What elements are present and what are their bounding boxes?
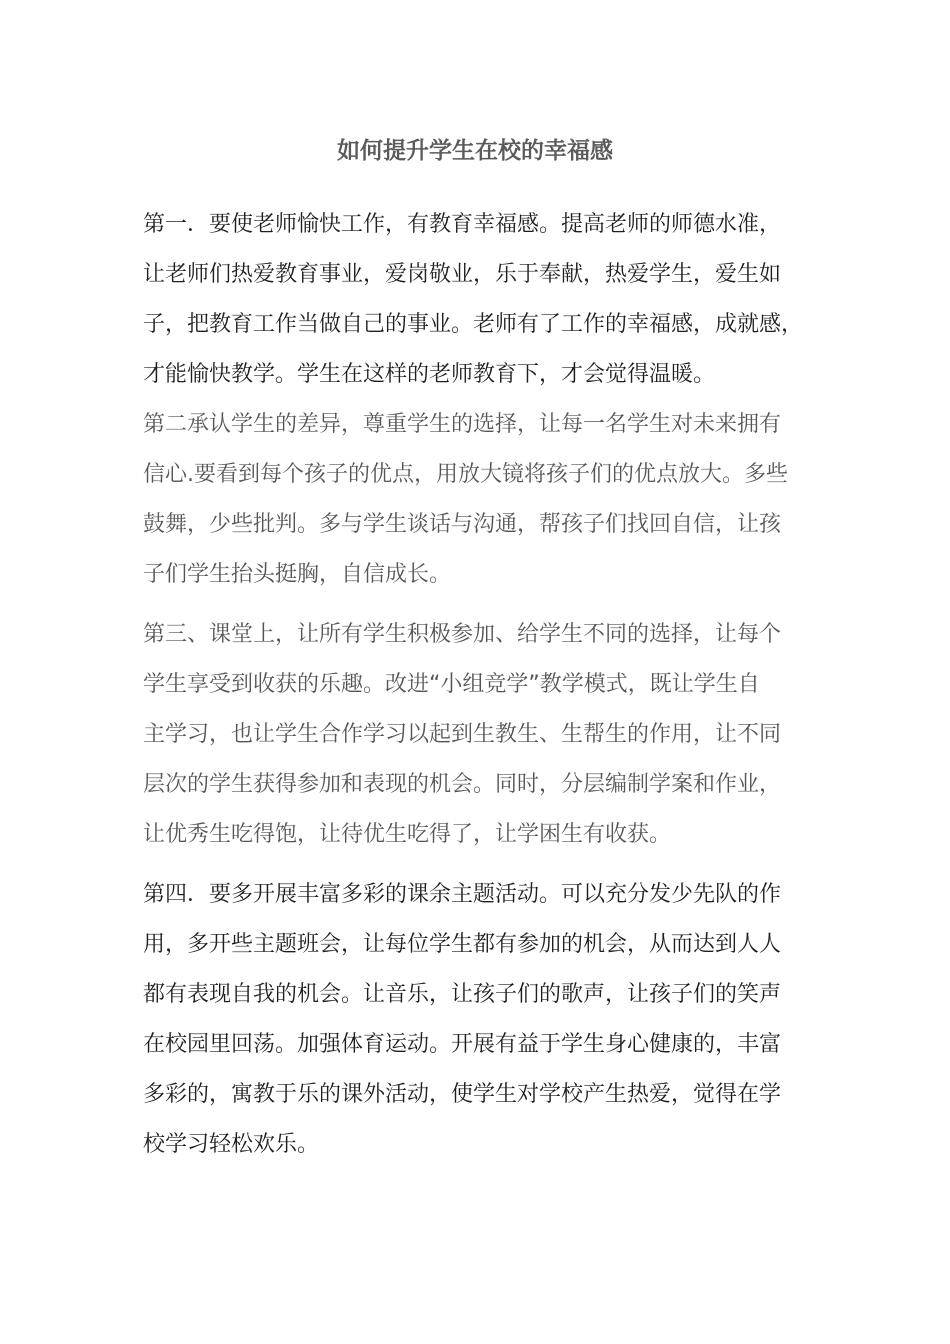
paragraph-line: 鼓舞，少些批判。多与学生谈话与沟通，帮孩子们找回自信，让孩 [143,512,782,537]
paragraph-line: 用，多开些主题班会，让每位学生都有参加的机会，从而达到人人 [143,932,782,957]
paragraph-line: 才能愉快教学。学生在这样的老师教育下，才会觉得温暖。 [143,362,716,387]
paragraph-line: 子，把教育工作当做自己的事业。老师有了工作的幸福感，成就感， [143,312,804,337]
paragraph-line: 第一．要使老师愉快工作，有教育幸福感。提高老师的师德水准， [143,212,782,237]
document-title: 如何提升学生在校的幸福感 [337,138,613,164]
paragraph-1 [143,200,808,400]
paragraph-line: 让优秀生吃得饱，让待优生吃得了，让学困生有收获。 [143,822,672,847]
paragraph-line: 层次的学生获得参加和表现的机会。同时，分层编制学案和作业， [143,772,782,797]
paragraph-line: 主学习，也让学生合作学习以起到生教生、生帮生的作用，让不同 [143,722,782,747]
paragraph-3 [143,610,808,860]
paragraph-line: 让老师们热爱教育事业，爱岗敬业，乐于奉献，热爱学生，爱生如 [143,262,782,287]
paragraph-4 [143,870,808,1170]
paragraph-line: 都有表现自我的机会。让音乐，让孩子们的歌声，让孩子们的笑声 [143,982,782,1007]
paragraph-line: 信心.要看到每个孩子的优点，用放大镜将孩子们的优点放大。多些 [143,462,788,487]
paragraph-2 [143,400,808,600]
paragraph-line: 校学习轻松欢乐。 [143,1132,320,1157]
paragraph-line: 多彩的，寓教于乐的课外活动，使学生对学校产生热爱，觉得在学 [143,1082,782,1107]
paragraph-line: 子们学生抬头挺胸，自信成长。 [143,562,452,587]
paragraph-line: 第二承认学生的差异，尊重学生的选择，让每一名学生对未来拥有 [143,412,782,437]
paragraph-line: 第三、课堂上，让所有学生积极参加、给学生不同的选择，让每个 [143,622,782,647]
paragraph-line: 学生享受到收获的乐趣。改进“小组竞学”教学模式，既让学生自 [143,672,760,697]
paragraph-line: 在校园里回荡。加强体育运动。开展有益于学生身心健康的，丰富 [143,1032,782,1057]
paragraph-line: 第四．要多开展丰富多彩的课余主题活动。可以充分发少先队的作 [143,882,782,907]
